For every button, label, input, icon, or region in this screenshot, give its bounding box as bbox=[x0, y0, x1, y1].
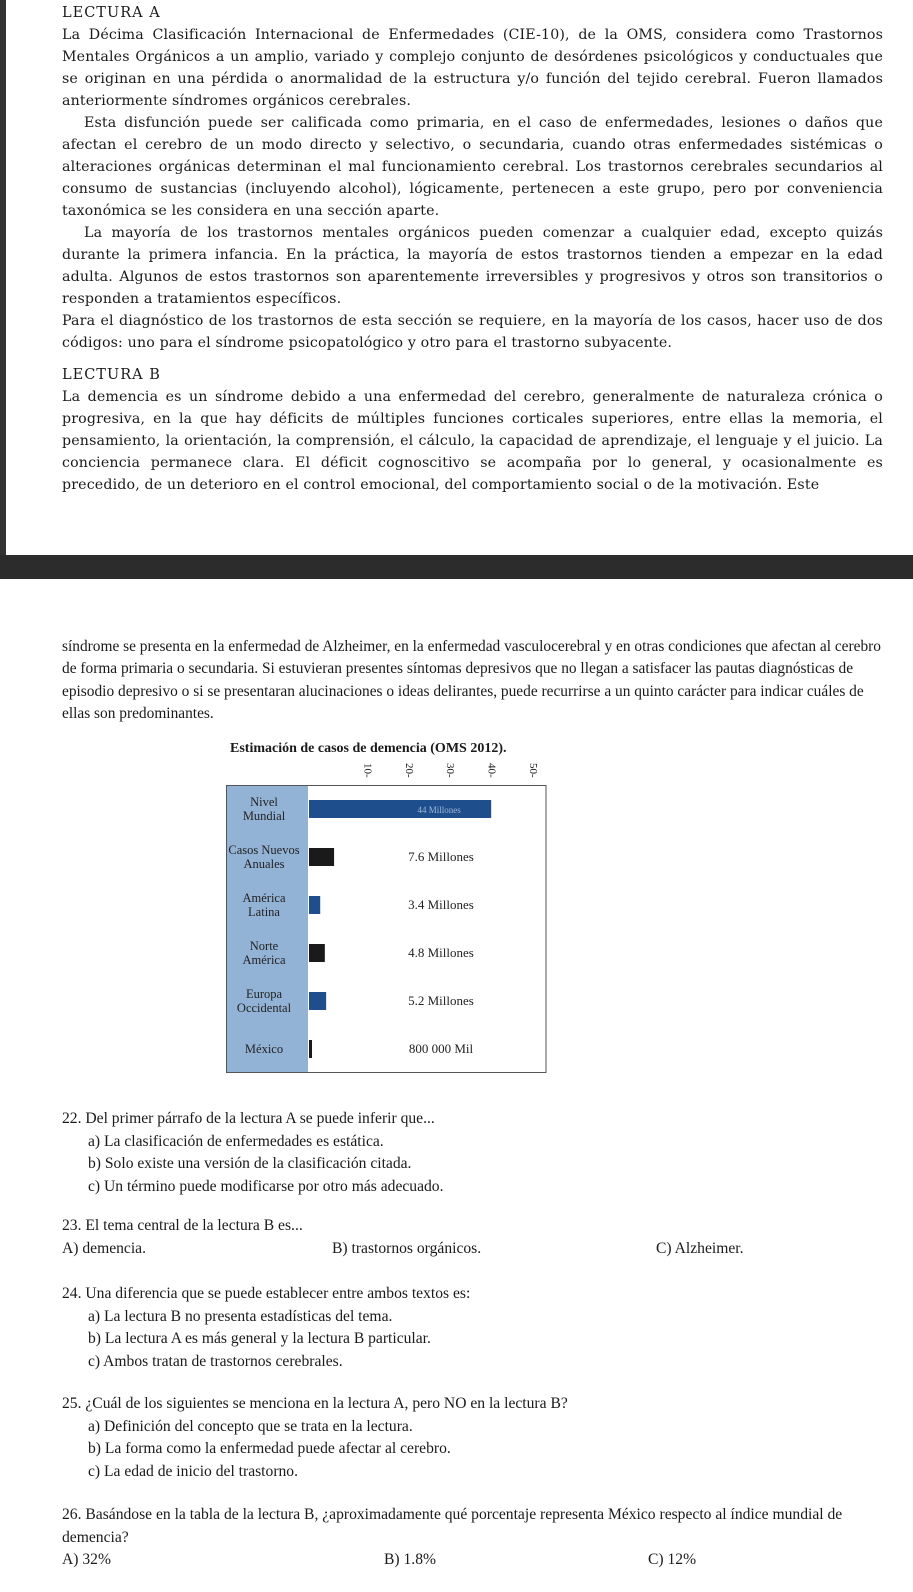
question-22 bbox=[62, 1108, 883, 1198]
question-26-option-b[interactable]: B) 1.8% bbox=[384, 1551, 436, 1568]
lectura-b-paragraph-1: La demencia es un síndrome debido a una enfermedad del cerebro, generalmente de naturaleza crónica o progresiva, en la que hay déficits de múltiples funciones corticales superiores, entre ellas la memoria, el pensamiento, la orientación, la comprensión, el cálculo, la capacidad de aprendizaje, el lenguaje y el juicio. La conciencia permanece clara. El déficit cognoscitivo se acompaña por lo general, y ocasionalmente es precedido, de un deterioro en el control emocional, del comportamiento social o de la motivación. Este bbox=[62, 389, 883, 493]
question-25-stem: 25. ¿Cuál de los siguientes se menciona en la lectura A, pero NO en la lectura B? bbox=[62, 1395, 568, 1412]
chart-svg bbox=[226, 759, 558, 1075]
question-25-option-b[interactable]: b) La forma como la enfermedad puede afectar al cerebro. bbox=[88, 1440, 451, 1457]
chart-bar bbox=[309, 992, 326, 1010]
question-23 bbox=[62, 1215, 883, 1260]
question-24-option-b[interactable]: b) La lectura A es más general y la lectura B particular. bbox=[88, 1330, 431, 1347]
chart-bar bbox=[309, 896, 320, 914]
lectura-a-title: LECTURA A bbox=[62, 5, 161, 21]
lectura-b-title: LECTURA B bbox=[62, 367, 161, 383]
question-23-option-c[interactable]: C) Alzheimer. bbox=[656, 1239, 744, 1257]
question-22-option-a[interactable]: a) La clasificación de enfermedades es estática. bbox=[88, 1132, 384, 1150]
lectura-b-paragraph-2: síndrome se presenta en la enfermedad de Alzheimer, en la enfermedad vasculocerebral y en otras condiciones que afectan al cerebro de forma primaria o secundaria. Si estuvieran presentes síntomas depresivos que no llegan a satisfacer las pautas diagnósticas de episodio depresivo o si se presentaran alucinaciones o ideas delirantes, puede recurrirse a un quinto carácter para indicar cuáles de ellas son predominantes. bbox=[62, 638, 881, 723]
chart-category-label: México bbox=[244, 1042, 284, 1056]
photo-edge bbox=[0, 0, 6, 555]
question-26-stem: 26. Basándose en la tabla de la lectura B, ¿aproximadamente qué porcentaje representa México respecto al índice mundial de demencia? bbox=[62, 1506, 843, 1546]
chart-tick-label: 10- bbox=[361, 763, 374, 778]
chart-category-label: Latina bbox=[248, 905, 280, 919]
chart-value-label: 44 Millones bbox=[417, 805, 461, 815]
page-top bbox=[0, 0, 913, 555]
question-26 bbox=[62, 1504, 883, 1572]
chart-category-label: América bbox=[242, 953, 286, 967]
chart-tick-label: 50- bbox=[527, 763, 539, 778]
chart-value-label: 3.4 Millones bbox=[408, 897, 474, 912]
chart-value-label: 5.2 Millones bbox=[408, 993, 474, 1008]
question-22-option-c[interactable]: c) Un término puede modificarse por otro más adecuado. bbox=[88, 1177, 444, 1195]
question-23-stem: 23. El tema central de la lectura B es... bbox=[62, 1217, 303, 1234]
chart-bar bbox=[309, 944, 325, 962]
chart-bar bbox=[309, 1040, 312, 1058]
lectura-a-paragraph-1: La Décima Clasificación Internacional de Enfermedades (CIE-10), de la OMS, considera como Trastornos Mentales Orgánicos a un amplio, variado y complejo conjunto de desórdenes psicológicos y conductuales que se originan en una pérdida o anormalidad de la estructura y/o función del tejido cerebral. Fueron llamados anteriormente síndromes orgánicos cerebrales. bbox=[62, 27, 883, 109]
chart-title: Estimación de casos de demencia (OMS 2012). bbox=[230, 741, 507, 756]
photo-divider bbox=[0, 555, 913, 579]
question-23-option-a[interactable]: A) demencia. bbox=[62, 1239, 146, 1257]
chart-category-label: Mundial bbox=[242, 809, 286, 823]
chart-value-label: 4.8 Millones bbox=[408, 945, 474, 960]
lectura-a-paragraph-3: La mayoría de los trastornos mentales orgánicos pueden comenzar a cualquier edad, excepto quizás durante la primera infancia. En la práctica, la mayoría de estos trastornos tienden a empezar en la edad adulta. Algunos de estos trastornos son aparentemente irreversibles y progresivos y otros son transitorios o responden a tratamientos específicos. bbox=[62, 225, 883, 307]
chart-category-label: América bbox=[242, 891, 286, 905]
question-25-option-a[interactable]: a) Definición del concepto que se trata en la lectura. bbox=[88, 1417, 413, 1435]
lectura-a-paragraph-4: Para el diagnóstico de los trastornos de esta sección se requiere, en la mayoría de los casos, hacer uso de dos códigos: uno para el síndrome psicopatológico y otro para el trastorno subyacente. bbox=[62, 313, 883, 351]
chart-category-label: Occidental bbox=[236, 1001, 292, 1015]
question-23-option-b[interactable]: B) trastornos orgánicos. bbox=[332, 1239, 482, 1257]
chart-label-panel bbox=[226, 785, 308, 1073]
question-26-option-c[interactable]: C) 12% bbox=[648, 1551, 697, 1568]
question-24 bbox=[62, 1283, 883, 1373]
dementia-chart bbox=[226, 759, 558, 1075]
question-25 bbox=[62, 1393, 883, 1483]
chart-value-label: 7.6 Millones bbox=[408, 849, 474, 864]
chart-category-label: Anuales bbox=[243, 857, 285, 871]
question-24-stem: 24. Una diferencia que se puede establecer entre ambos textos es: bbox=[62, 1285, 471, 1302]
chart-bar bbox=[309, 848, 334, 866]
chart-tick-label: 20- bbox=[402, 763, 415, 778]
question-22-stem: 22. Del primer párrafo de la lectura A se puede inferir que... bbox=[62, 1110, 435, 1127]
page-bottom bbox=[0, 579, 913, 1592]
question-24-option-a[interactable]: a) La lectura B no presenta estadísticas del tema. bbox=[88, 1307, 393, 1325]
chart-category-label: Europa bbox=[245, 987, 283, 1001]
lectura-a-paragraph-2: Esta disfunción puede ser calificada como primaria, en el caso de enfermedades, lesiones o daños que afectan el cerebro de un modo directo y selectivo, o secundaria, cuando otras enfermedades sistémicas o alteraciones orgánicas determinan el mal funcionamiento cerebral. Los trastornos cerebrales secundarios al consumo de sustancias (incluyendo alcohol), lógicamente, pertenecen a este grupo, pero por conveniencia taxonómica se les considera en una sección aparte. bbox=[62, 115, 883, 219]
chart-bar bbox=[309, 800, 491, 818]
question-24-option-c[interactable]: c) Ambos tratan de trastornos cerebrales. bbox=[88, 1352, 343, 1370]
question-26-option-a[interactable]: A) 32% bbox=[62, 1551, 111, 1568]
chart-category-label: Nivel bbox=[250, 795, 278, 809]
chart-tick-label: 40- bbox=[485, 763, 498, 778]
chart-value-label: 800 000 Mil bbox=[408, 1041, 474, 1056]
chart-tick-label: 30- bbox=[444, 763, 457, 778]
question-22-option-b[interactable]: b) Solo existe una versión de la clasificación citada. bbox=[88, 1155, 412, 1172]
chart-category-label: Casos Nuevos bbox=[228, 843, 300, 857]
chart-category-label: Norte bbox=[249, 939, 279, 953]
question-25-option-c[interactable]: c) La edad de inicio del trastorno. bbox=[88, 1462, 298, 1480]
